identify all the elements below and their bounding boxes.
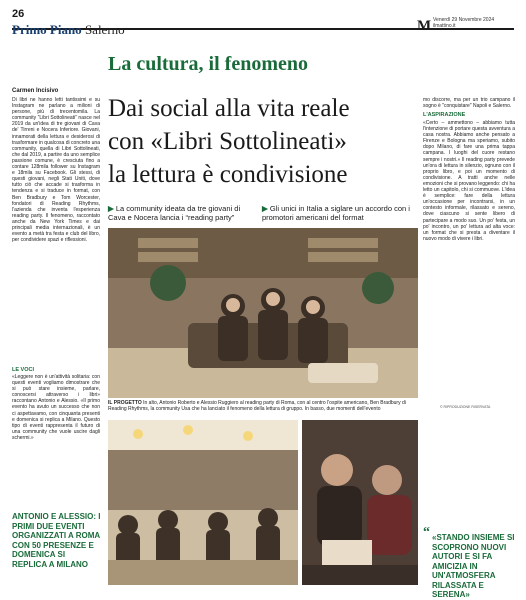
site-text: ilmattino.it [433, 23, 456, 29]
deck-arrow-icon: ▶ [108, 204, 114, 213]
byline: Carmen Incisivo [12, 88, 59, 94]
photo-illustration [302, 420, 418, 585]
headline-line-3: la lettura è condivisione [108, 161, 348, 188]
left-subhead: LE VOCI [12, 367, 35, 373]
page-number: 26 [12, 8, 25, 20]
deck-2 [262, 204, 417, 222]
caption-text: In alto, Antonio Roberto e Alessio Ruggiero al reading party di Roma, con al centro l'ospite americano, Ben Bradbury di Reading Rhythms, la community Usa che ha lanciato il fenomeno della lettura di gruppo. In basso, due momenti dell'evento [108, 400, 406, 412]
event-photo-1 [108, 420, 298, 585]
left-column-body: Di libri ne hanno letti tantissimi e su Instagram ne parlano a milioni di persone, più di trecentomila. La community “Libri Sottolineati” nasce nel 2019 da un'idea di tre giovani di Cava de' Tirreni e Nocera Inferiore. Giovani, innamorati della lettura e desiderosi di trasformare in qualcosa di concreto una community, quella di Libri Sottolineati, che dal 2019, a partire da uno semplice passione comune, è cresciuta fino a contare 128mila follower su Instagram e 18mila su Facebook. Gli stessi, di questi giovani, negli Stati Uniti, dove tutto ciò che accade si trasforma in tendenza e si traduce in format, con Ben Bradbury e Tom Worcester, fondatori di Reading Rhythms, l'azienda che inventa l'esperienza reading party. Il fenomeno, raccontato anche da New York Times e dai principali media internazionali, è un evento a metà tra festa e club del libro, per condividere spazi e riflessioni. [12, 97, 100, 244]
photo-illustration [108, 420, 298, 585]
left-column-body2: «Leggere non è un'attività solitaria: con questi eventi vogliamo dimostrare che si può stare insieme, parlare, conoscersi attraverso i libri» raccontano Antonio e Alessio. «Il primo evento ha avuto un successo che non ci aspettavamo, con cinquanta presenti e domenica si replica a Milano. Questo tipo di eventi rappresenta il futuro di una community che vuole uscire dagli schermi.» [12, 374, 100, 441]
section-city: Salerno [84, 22, 125, 37]
right-column-body2: «Certo – ammettono – abbiamo tutta l'intenzione di portare questa avventura a casa nostra. Abbiamo anche pensato a Firenze e Bologna ma speriamo, subito dopo Milano, di fare una prima tappa campana. I luoghi del cuore restano sempre i nostri.» Il reading party prevede un'ora di lettura in silenzio, ognuno con il proprio libro, e poi un momento di condivisione. A tratti anche nelle emozioni che si provano leggendo: chi ha letto un capitolo, chi si commuove. L'idea è semplice: fare della lettura un'occasione per incontrarsi, in un contesto informale, rilassato e sereno, dove ciascuno si sente libero di partecipare a modo suo. Un po' festa, un po' incontro, un po' lettura ad alta voce: un format che si presta a diventare il nuovo modo di vivere i libri. [423, 120, 515, 242]
headline [108, 92, 418, 191]
main-photo [108, 228, 418, 398]
section-name: Primo Piano [12, 22, 82, 37]
deck-1-text: La community ideata da tre giovani di Cava e Nocera lancia i “reading party” [108, 204, 241, 222]
photo-caption [108, 400, 418, 412]
copyright-note: © RIPRODUZIONE RISERVATA [440, 405, 491, 409]
headline-line-1: Dai social alla vita reale [108, 95, 350, 122]
deck-1 [108, 204, 258, 222]
quote-mark-icon: “ [423, 525, 430, 540]
date-text: Venerdì 29 Novembre 2024 [433, 17, 495, 23]
right-subhead: L'ASPIRAZIONE [423, 112, 466, 118]
deck-2-text: Gli unici in Italia a siglare un accordo con i promotori americani del format [262, 204, 410, 222]
headline-line-2: con «Libri Sottolineati» [108, 128, 347, 155]
kicker: La cultura, il fenomeno [108, 53, 308, 75]
page-header [12, 8, 514, 37]
photo-illustration [108, 228, 418, 398]
caption-label: IL PROGETTO [108, 400, 142, 406]
right-pullquote: «STANDO INSIEME SI SCOPRONO NUOVI AUTORI E SI FA AMICIZIA IN UN'ATMOSFERA RILASSATA E SERENA» [432, 533, 515, 599]
left-pullquote: ANTONIO E ALESSIO: I PRIMI DUE EVENTI ORGANIZZATI A ROMA CON 50 PRESENZE E DOMENICA SI REPLICA A MILANO [12, 512, 101, 569]
section-title [12, 22, 125, 38]
masthead-date [433, 17, 494, 29]
right-column-body: mo discorre, ma per un trio campano il sogno è "conquistare" Napoli e Salerno. [423, 97, 515, 110]
deck-arrow-icon: ▶ [262, 204, 268, 213]
event-photo-2 [302, 420, 418, 585]
masthead-logo: M [417, 18, 432, 34]
